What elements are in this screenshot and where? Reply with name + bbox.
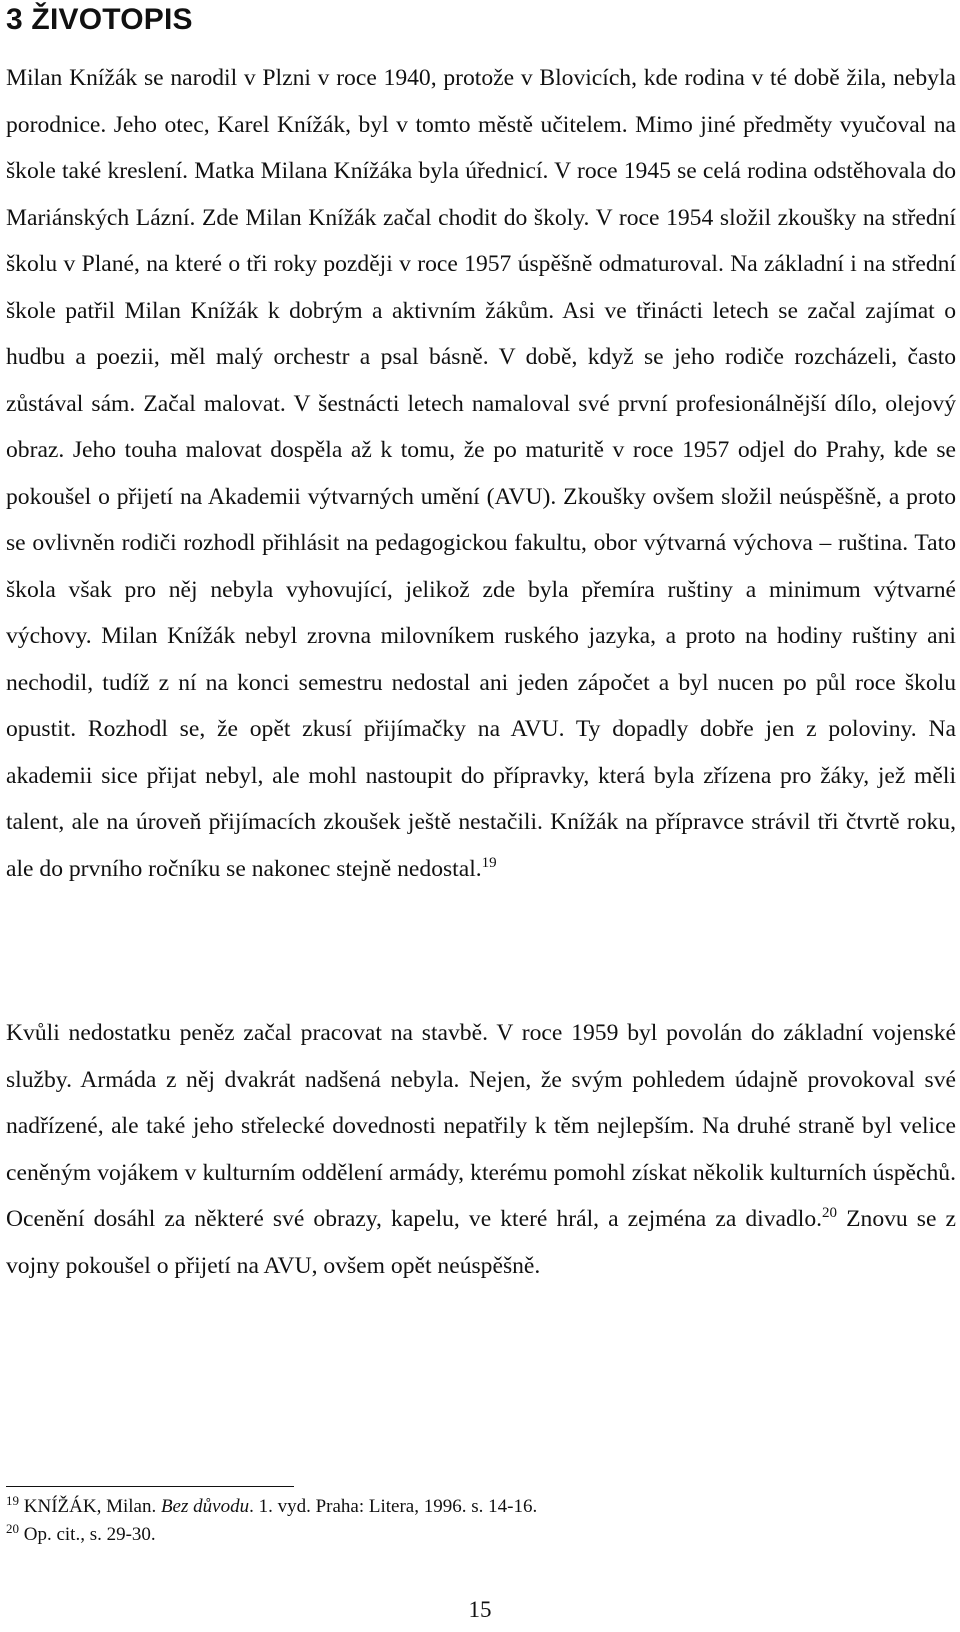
footnote-publication: . 1. vyd. Praha: Litera, 1996. s. 14-16. [249,1496,538,1517]
footnote-citation: Op. cit., s. 29-30. [23,1524,156,1545]
footnote-20 [6,1521,946,1549]
biography-paragraph-2 [6,1010,956,1289]
footnote-reference-20[interactable]: 20 [822,1205,838,1221]
footnote-book-title: Bez důvodu [160,1496,250,1517]
footnote-19 [6,1493,946,1521]
document-page [4,0,956,1632]
biography-paragraph-1 [6,55,956,892]
paragraph-2-text-part-1: Kvůli nedostatku peněz začal pracovat na stavbě. V roce 1959 byl povolán do základní vojenské služby. Armáda z něj dvakrát nadšená nebyla. Nejen, že svým pohledem údajně provokoval své nadřízené, ale také jeho střelecké dovednosti nepatřily k těm nejlepším. Na druhé straně byl velice ceněným vojákem v kulturním oddělení armády, kterému pomohl získat několik kulturních úspěchů. Ocenění dosáhl za některé své obrazy, kapelu, ve které hrál, a zejména za divadlo. [6,1020,956,1232]
paragraph-2-text-part-2: Znovu se z vojny pokoušel o přijetí na AVU, ovšem opět neúspěšně. [6,1206,957,1279]
paragraph-1-text: Milan Knížák se narodil v Plzni v roce 1940, protože v Blovicích, kde rodina v té době žila, nebyla porodnice. Jeho otec, Karel Knížák, byl v tomto městě učitelem. Mimo jiné předměty vyučoval na škole také kreslení. Matka Milana Knížáka byla úřednicí. V roce 1945 se celá rodina odstěhovala do Mariánských Lázní. Zde Milan Knížák začal chodit do školy. V roce 1954 složil zkoušky na střední školu v Plané, na které o tři roky později v roce 1957 úspěšně odmaturoval. Na základní i na střední škole patřil Milan Knížák k dobrým a aktivním žákům. Asi ve třinácti letech se začal zajímat o hudbu a poezii, měl malý orchestr a psal básně. V době, když se jeho rodiče rozcházeli, často zůstával sám. Začal malovat. V šestnácti letech namaloval své první profesionálnější dílo, olejový obraz. Jeho touha malovat dospěla až k tomu, že po maturitě v roce 1957 odjel do Prahy, kde se pokoušel o přijetí na Akademii výtvarných umění (AVU). Zkoušky ovšem složil neúspěšně, a proto se ovlivněn rodiči rozhodl přihlásit na pedagogickou fakultu, obor výtvarná výchova – ruština. Tato škola však pro něj nebyla vyhovující, jelikož zde byla přemíra ruštiny a minimum výtvarné výchovy. Milan Knížák nebyl zrovna milovníkem ruského jazyka, a proto na hodiny ruštiny ani nechodil, tudíž z ní na konci semestru nedostal ani jeden zápočet a byl nucen po půl roce školu opustit. Rozhodl se, že opět zkusí přijímačky na AVU. Ty dopadly dobře jen z poloviny. Na akademii sice přijat nebyl, ale mohl nastoupit do přípravky, která byla zřízena pro žáky, jež měli talent, ale na úroveň přijímacích zkoušek ještě nestačili. Knížák na přípravce strávil tři čtvrtě roku, ale do prvního ročníku se nakonec stejně nedostal. [6,65,956,882]
footnote-author: KNÍŽÁK, Milan. [23,1496,161,1517]
footnotes-list [6,1493,946,1549]
page-number: 15 [468,1597,492,1622]
footnote-reference-19[interactable]: 19 [481,854,497,871]
footnote-number: 19 [6,1493,19,1508]
chapter-heading: 3 ŽIVOTOPIS [6,3,193,36]
footnote-divider [6,1486,294,1487]
footnote-number: 20 [6,1521,19,1536]
